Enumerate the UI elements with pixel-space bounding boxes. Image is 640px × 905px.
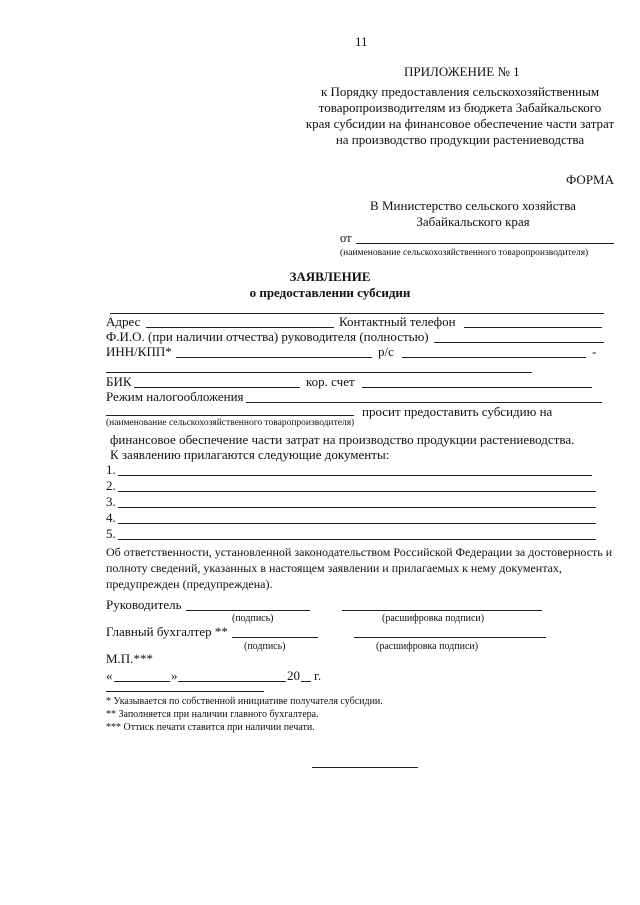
account-input-line[interactable]: [402, 357, 586, 358]
head-signature-line[interactable]: [186, 610, 310, 611]
doc-item-3-line[interactable]: [118, 507, 596, 508]
appendix-title: ПРИЛОЖЕНИЕ № 1: [404, 64, 520, 79]
name-caption: (наименование сельскохозяйственного товаропроизводителя): [106, 418, 355, 428]
date-year-prefix: 20: [287, 668, 300, 683]
address-label: Адрес: [106, 314, 141, 329]
inn-input-line[interactable]: [176, 357, 372, 358]
addressee-line-2: Забайкальского края: [416, 214, 530, 229]
fio-input-line[interactable]: [434, 342, 604, 343]
document-title: ЗАЯВЛЕНИЕ: [289, 269, 371, 284]
header-line-4: на производство продукции растениеводства: [335, 132, 585, 147]
from-input-line[interactable]: [356, 243, 614, 244]
accountant-signature-caption: (подпись): [244, 641, 286, 652]
header-line-3: края субсидии на финансовое обеспечение части затрат: [305, 116, 615, 131]
date-day-line[interactable]: [114, 681, 170, 682]
doc-item-2-line[interactable]: [118, 491, 596, 492]
accountant-decoding-caption: (расшифровка подписи): [376, 641, 479, 652]
date-close-quote: »: [171, 668, 178, 683]
head-label: Руководитель: [106, 597, 182, 612]
doc-item-3: 3.: [106, 494, 116, 509]
document-subtitle: о предоставлении субсидии: [249, 285, 411, 300]
from-caption: (наименование сельскохозяйственного товаропроизводителя): [340, 248, 589, 258]
phone-label: Контактный телефон: [339, 314, 456, 329]
doc-item-4-line[interactable]: [118, 523, 596, 524]
end-rule: [312, 767, 418, 768]
fio-label: Ф.И.О. (при наличии отчества) руководителя (полностью): [106, 329, 429, 344]
responsibility-line-3: предупрежден (предупреждена).: [106, 577, 273, 591]
footnote-1: * Указывается по собственной инициативе получателя субсидии.: [106, 696, 383, 707]
accountant-decoding-line[interactable]: [354, 637, 546, 638]
page-number: 11: [355, 34, 368, 49]
form-label: ФОРМА: [566, 172, 614, 187]
address-input-line[interactable]: [146, 327, 334, 328]
dash-mark: -: [592, 344, 597, 359]
from-label: от: [340, 231, 352, 245]
doc-item-4: 4.: [106, 510, 116, 525]
corr-input-line[interactable]: [362, 387, 592, 388]
date-open-quote: «: [106, 668, 113, 683]
account-label: р/с: [378, 344, 394, 359]
date-year-line[interactable]: [301, 681, 311, 682]
head-decoding-caption: (расшифровка подписи): [382, 613, 485, 624]
blank-line-2[interactable]: [106, 372, 532, 373]
accountant-label: Главный бухгалтер **: [106, 624, 228, 639]
doc-item-5-line[interactable]: [118, 539, 596, 540]
bik-label: БИК: [106, 374, 132, 389]
accountant-signature-line[interactable]: [232, 637, 318, 638]
tax-input-line[interactable]: [246, 402, 602, 403]
head-decoding-line[interactable]: [342, 610, 542, 611]
responsibility-line-2: полноту сведений, указанных в настоящем заявлении и прилагаемых к нему документах,: [106, 561, 562, 575]
head-signature-caption: (подпись): [232, 613, 274, 624]
footnote-2: ** Заполняется при наличии главного бухгалтера.: [106, 709, 319, 720]
doc-item-5: 5.: [106, 526, 116, 541]
request-text: просит предоставить субсидию на: [362, 404, 553, 419]
name-input-line[interactable]: [106, 415, 354, 416]
footnote-3: *** Оттиск печати ставится при наличии печати.: [106, 722, 315, 733]
attached-docs-text: К заявлению прилагаются следующие документы:: [110, 447, 390, 462]
header-line-2: товаропроизводителям из бюджета Забайкальского: [318, 100, 602, 115]
doc-item-2: 2.: [106, 478, 116, 493]
responsibility-line-1: Об ответственности, установленной законодательством Российской Федерации за достоверность и: [106, 545, 613, 559]
inn-label: ИНН/КПП*: [106, 344, 172, 359]
stamp-label: М.П.***: [106, 651, 153, 666]
addressee-line-1: В Министерство сельского хозяйства: [370, 198, 576, 213]
corr-label: кор. счет: [306, 374, 355, 389]
date-year-suffix: г.: [314, 668, 322, 683]
header-line-1: к Порядку предоставления сельскохозяйственным: [320, 84, 600, 99]
doc-item-1: 1.: [106, 462, 116, 477]
doc-item-1-line[interactable]: [118, 475, 592, 476]
tax-label: Режим налогообложения: [106, 389, 244, 404]
footnote-divider: [106, 691, 264, 692]
phone-input-line[interactable]: [464, 327, 602, 328]
purpose-text: финансовое обеспечение части затрат на производство продукции растениеводства.: [110, 432, 575, 447]
date-month-line[interactable]: [178, 681, 286, 682]
bik-input-line[interactable]: [134, 387, 300, 388]
